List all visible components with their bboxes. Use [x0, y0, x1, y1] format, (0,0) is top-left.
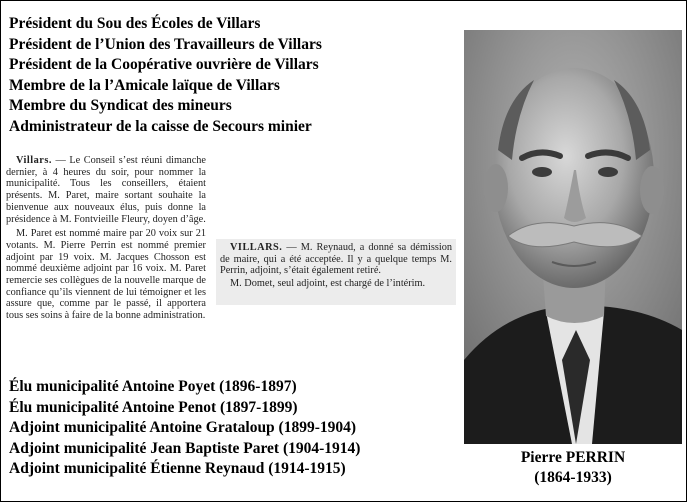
portrait-name: Pierre PERRIN — [520, 449, 626, 466]
roles-list — [9, 14, 322, 137]
clipping-place: Villars. — [16, 155, 52, 166]
portrait-photo — [464, 30, 682, 444]
portrait-illustration — [464, 30, 682, 444]
role-item: Membre du Syndicat des mineurs — [9, 97, 232, 114]
role-item: Président du Sou des Écoles de Villars — [9, 15, 261, 32]
portrait-caption — [464, 448, 682, 488]
clipping-text: — Le Conseil s’est réuni dimanche dernier, à 4 heures du soir, pour nommer la municipalité. Tous les conseillers, étaient présents. M. Paret, maire sortant souhaite la bienvenue aux nouveaux élus, puis donne la présidence à M. Fontvieille Fleury, doyen d’âge. — [6, 155, 206, 225]
role-item: Président de l’Union des Travailleurs de Villars — [9, 35, 322, 53]
role-item: Administrateur de la caisse de Secours minier — [9, 117, 312, 135]
career-item: Adjoint municipalité Étienne Reynaud (1914-1915) — [9, 460, 346, 477]
clipping-place: VILLARS. — [230, 242, 283, 253]
clipping-text: — M. Reynaud, a donné sa démission de maire, qui a été acceptée. Il y a quelque temps M. Perrin, adjoint, s’était également retiré. — [220, 242, 452, 277]
portrait-dates: (1864-1933) — [534, 469, 612, 486]
clipping-paragraph: M. Domet, seul adjoint, est chargé de l’intérim. — [230, 278, 426, 290]
career-list — [9, 377, 360, 480]
clipping-paragraph — [6, 155, 206, 225]
role-item: Membre de la l’Amicale laïque de Villars — [9, 76, 280, 94]
role-item: Président de la Coopérative ouvrière de Villars — [9, 56, 319, 73]
career-item: Élu municipalité Antoine Penot (1897-1899) — [9, 398, 298, 416]
newspaper-clipping-resignation — [216, 239, 456, 305]
career-item: Adjoint municipalité Antoine Grataloup (1899-1904) — [9, 419, 357, 436]
career-item: Adjoint municipalité Jean Baptiste Paret (1904-1914) — [9, 439, 361, 457]
newspaper-clipping-election — [6, 155, 206, 345]
clipping-paragraph — [220, 242, 452, 277]
career-item: Élu municipalité Antoine Poyet (1896-1897) — [9, 378, 297, 395]
clipping-paragraph: M. Paret est nommé maire par 20 voix sur 21 votants. M. Pierre Perrin est nommé premier adjoint par 19 voix. M. Jacques Chosson est nommé deuxième adjoint par 16 voix. M. Paret remercie ses collègues de la nouvelle marque de confiance qu’ils viennent de lui témoigner et les assure que, comme par le passé, il apportera tous ses soins à faire de la bonne administration. — [6, 228, 206, 322]
